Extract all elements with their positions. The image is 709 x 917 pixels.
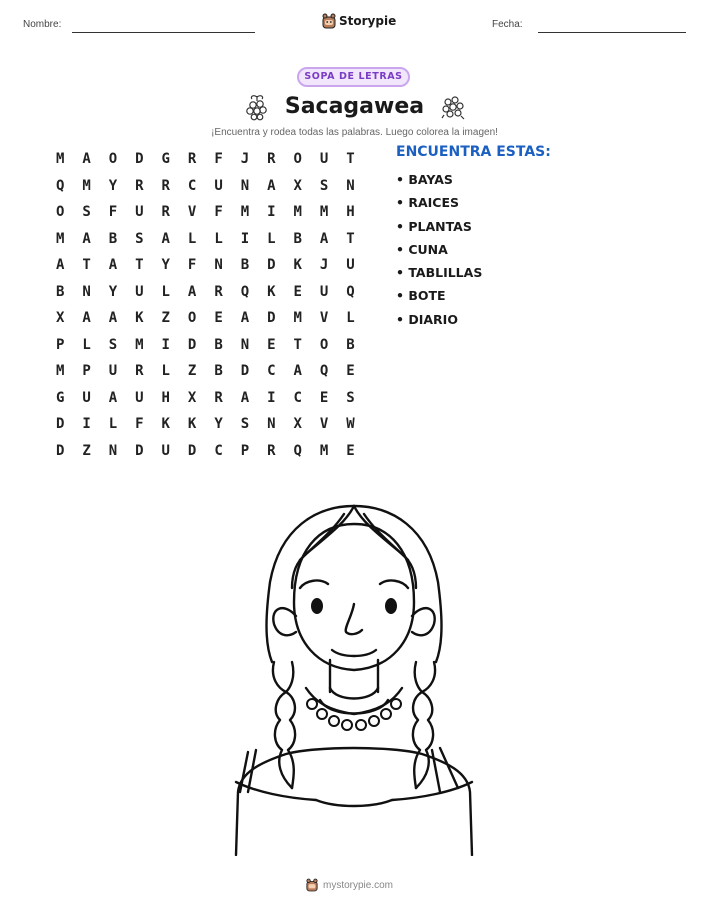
word-list-item: • RAICES: [396, 195, 460, 211]
grid-row: [47, 173, 364, 200]
grid-letter[interactable]: T: [293, 336, 302, 353]
grid-letter[interactable]: E: [214, 310, 223, 327]
grid-row: [47, 305, 364, 332]
grid-row: [47, 199, 364, 226]
grid-letter[interactable]: I: [161, 336, 170, 353]
grid-row: [47, 146, 364, 173]
grid-letter[interactable]: E: [319, 389, 329, 406]
grid-letter[interactable]: E: [346, 363, 355, 380]
grid-letter[interactable]: U: [161, 442, 170, 459]
grid-letter[interactable]: V: [319, 310, 329, 327]
grid-letter[interactable]: U: [82, 389, 91, 406]
grid-letter[interactable]: H: [161, 389, 170, 406]
grid-letter[interactable]: R: [214, 389, 223, 406]
grid-letter[interactable]: N: [240, 336, 250, 353]
grid-letter[interactable]: G: [55, 389, 65, 406]
grid-letter[interactable]: V: [319, 416, 329, 433]
grid-letter[interactable]: M: [240, 204, 250, 221]
storypie-logo-icon: [322, 13, 336, 29]
grid-letter[interactable]: R: [161, 177, 170, 194]
page-title: Sacagawea: [284, 94, 425, 119]
grid-row: [47, 279, 364, 306]
activity-badge: SOPA DE LETRAS: [297, 67, 410, 87]
grid-letter[interactable]: A: [319, 230, 329, 247]
grid-letter[interactable]: O: [187, 310, 197, 327]
grid-letter[interactable]: X: [55, 310, 65, 327]
word-list-item: • TABLILLAS: [396, 265, 483, 281]
grid-letter[interactable]: K: [293, 257, 302, 274]
grid-letter[interactable]: R: [267, 442, 276, 459]
grid-letter[interactable]: M: [293, 204, 302, 221]
sacagawea-coloring-illustration: [226, 492, 482, 856]
grid-letter[interactable]: M: [319, 442, 329, 459]
grid-letter[interactable]: T: [82, 257, 91, 274]
grid-letter[interactable]: Q: [319, 363, 329, 380]
grid-letter[interactable]: A: [82, 310, 91, 327]
storypie-logo-icon: [306, 878, 318, 892]
grid-letter[interactable]: P: [82, 363, 91, 380]
grid-letter[interactable]: Y: [108, 177, 118, 194]
grid-row: [47, 226, 364, 253]
grid-letter[interactable]: M: [319, 204, 329, 221]
grid-letter[interactable]: F: [108, 204, 118, 221]
grid-letter[interactable]: A: [267, 177, 276, 194]
grid-letter[interactable]: Z: [82, 442, 91, 459]
grid-letter[interactable]: F: [214, 204, 223, 221]
grid-letter[interactable]: L: [214, 230, 223, 247]
grid-letter[interactable]: T: [135, 257, 144, 274]
grid-letter[interactable]: Q: [240, 283, 250, 300]
grid-letter[interactable]: T: [346, 151, 355, 168]
grid-letter[interactable]: R: [267, 151, 276, 168]
footer-url[interactable]: mystorypie.com: [323, 879, 394, 891]
word-list-item: • CUNA: [396, 241, 448, 257]
grid-letter[interactable]: M: [55, 230, 65, 247]
grid-letter[interactable]: F: [187, 257, 197, 274]
grid-letter[interactable]: F: [135, 416, 144, 433]
grid-letter[interactable]: Y: [161, 257, 170, 274]
grid-letter[interactable]: B: [214, 363, 223, 380]
grid-letter[interactable]: B: [108, 230, 118, 247]
grid-letter[interactable]: L: [267, 230, 276, 247]
grid-letter[interactable]: S: [319, 177, 329, 194]
grid-letter[interactable]: O: [319, 336, 329, 353]
grid-letter[interactable]: A: [82, 151, 91, 168]
grid-letter[interactable]: D: [187, 442, 197, 459]
grid-letter[interactable]: D: [267, 310, 276, 327]
grid-letter[interactable]: S: [108, 336, 118, 353]
grid-letter[interactable]: J: [319, 257, 329, 274]
grid-letter[interactable]: N: [240, 177, 250, 194]
footer: [306, 878, 393, 892]
grid-letter[interactable]: Q: [346, 283, 355, 300]
word-search-grid: [47, 146, 364, 464]
grid-letter[interactable]: K: [135, 310, 144, 327]
grid-letter[interactable]: C: [214, 442, 223, 459]
grid-letter[interactable]: P: [55, 336, 65, 353]
grid-row: [47, 252, 364, 279]
grid-letter[interactable]: B: [346, 336, 355, 353]
grid-letter[interactable]: U: [108, 363, 118, 380]
grid-letter[interactable]: I: [82, 416, 91, 433]
name-line: [72, 32, 255, 33]
grid-letter[interactable]: L: [187, 230, 197, 247]
grid-letter[interactable]: M: [293, 310, 302, 327]
grid-letter[interactable]: M: [82, 177, 91, 194]
instruction-text: ¡Encuentra y rodea todas las palabras. Luego colorea la imagen!: [211, 127, 498, 138]
grid-letter[interactable]: S: [240, 416, 250, 433]
grid-letter[interactable]: U: [214, 177, 223, 194]
grid-letter[interactable]: U: [135, 204, 144, 221]
grid-letter[interactable]: L: [161, 363, 170, 380]
word-list-item: • BOTE: [396, 288, 446, 304]
grid-letter[interactable]: A: [293, 363, 302, 380]
grid-letter[interactable]: Q: [293, 442, 302, 459]
brand: [322, 13, 396, 29]
grid-letter[interactable]: I: [240, 230, 250, 247]
grid-letter[interactable]: U: [346, 257, 355, 274]
grid-letter[interactable]: B: [55, 283, 65, 300]
grid-letter[interactable]: T: [346, 230, 355, 247]
grid-letter[interactable]: L: [108, 416, 118, 433]
grid-letter[interactable]: L: [82, 336, 91, 353]
grid-letter[interactable]: A: [240, 389, 250, 406]
grid-letter[interactable]: O: [108, 151, 118, 168]
grid-letter[interactable]: V: [187, 204, 197, 221]
grid-letter[interactable]: A: [187, 283, 197, 300]
grid-letter[interactable]: K: [267, 283, 276, 300]
grid-letter[interactable]: N: [214, 257, 223, 274]
grid-row: [47, 385, 364, 412]
grid-letter[interactable]: M: [55, 363, 65, 380]
grid-letter[interactable]: X: [293, 177, 302, 194]
grid-letter[interactable]: Q: [55, 177, 65, 194]
grid-letter[interactable]: C: [293, 389, 302, 406]
grid-letter[interactable]: Z: [187, 363, 197, 380]
grid-letter[interactable]: O: [55, 204, 65, 221]
grid-letter[interactable]: O: [293, 151, 302, 168]
grid-letter[interactable]: N: [346, 177, 355, 194]
grid-letter[interactable]: B: [240, 257, 250, 274]
flower-cluster-icon: [439, 93, 467, 121]
grid-letter[interactable]: Y: [108, 283, 118, 300]
grid-letter[interactable]: M: [135, 336, 144, 353]
grid-row: [47, 332, 364, 359]
grid-letter[interactable]: X: [187, 389, 197, 406]
grid-letter[interactable]: B: [214, 336, 223, 353]
grid-letter[interactable]: E: [346, 442, 355, 459]
grid-row: [47, 411, 364, 438]
grid-letter[interactable]: K: [161, 416, 170, 433]
grid-letter[interactable]: R: [135, 177, 144, 194]
grid-letter[interactable]: J: [240, 151, 250, 168]
grid-letter[interactable]: L: [346, 310, 355, 327]
grid-letter[interactable]: S: [82, 204, 91, 221]
grid-letter[interactable]: R: [161, 204, 170, 221]
grid-letter[interactable]: P: [240, 442, 250, 459]
grid-letter[interactable]: W: [346, 416, 355, 433]
grid-letter[interactable]: C: [187, 177, 197, 194]
word-list: [396, 171, 482, 334]
grid-letter[interactable]: D: [267, 257, 276, 274]
grid-letter[interactable]: E: [293, 283, 302, 300]
grid-letter[interactable]: U: [135, 283, 144, 300]
grid-letter[interactable]: S: [135, 230, 144, 247]
grid-letter[interactable]: X: [293, 416, 302, 433]
grid-letter[interactable]: I: [267, 389, 276, 406]
grid-letter[interactable]: Y: [214, 416, 223, 433]
date-label: Fecha:: [492, 19, 523, 30]
grid-letter[interactable]: D: [55, 416, 65, 433]
grid-letter[interactable]: L: [161, 283, 170, 300]
grid-letter[interactable]: N: [82, 283, 91, 300]
word-list-item: • PLANTAS: [396, 218, 472, 234]
grid-row: [47, 438, 364, 465]
grid-letter[interactable]: D: [240, 363, 250, 380]
grid-letter[interactable]: N: [267, 416, 276, 433]
grid-letter[interactable]: A: [240, 310, 250, 327]
grid-letter[interactable]: R: [135, 363, 144, 380]
grid-letter[interactable]: R: [214, 283, 223, 300]
grid-letter[interactable]: A: [108, 257, 118, 274]
grid-letter[interactable]: A: [82, 230, 91, 247]
grid-letter[interactable]: U: [135, 389, 144, 406]
grid-letter[interactable]: U: [319, 151, 329, 168]
grid-letter[interactable]: D: [135, 151, 144, 168]
grid-letter[interactable]: K: [187, 416, 197, 433]
grid-letter[interactable]: D: [55, 442, 65, 459]
grid-letter[interactable]: B: [293, 230, 302, 247]
grid-letter[interactable]: S: [346, 389, 355, 406]
grid-letter[interactable]: E: [267, 336, 276, 353]
grid-letter[interactable]: N: [108, 442, 118, 459]
grid-letter[interactable]: R: [187, 151, 197, 168]
grid-letter[interactable]: D: [187, 336, 197, 353]
grid-letter[interactable]: G: [161, 151, 170, 168]
grid-letter[interactable]: C: [267, 363, 276, 380]
grid-letter[interactable]: I: [267, 204, 276, 221]
word-list-title: ENCUENTRA ESTAS:: [396, 144, 551, 160]
date-line: [538, 32, 686, 33]
grid-letter[interactable]: A: [55, 257, 65, 274]
brand-name: Storypie: [339, 14, 397, 28]
grid-letter[interactable]: A: [161, 230, 170, 247]
grid-letter[interactable]: D: [135, 442, 144, 459]
grid-letter[interactable]: U: [319, 283, 329, 300]
word-list-item: • DIARIO: [396, 311, 458, 327]
grid-letter[interactable]: F: [214, 151, 223, 168]
name-label: Nombre:: [23, 19, 62, 30]
grid-letter[interactable]: A: [108, 310, 118, 327]
grid-letter[interactable]: Z: [161, 310, 170, 327]
grid-letter[interactable]: H: [346, 204, 355, 221]
grid-letter[interactable]: A: [108, 389, 118, 406]
word-list-item: • BAYAS: [396, 172, 453, 187]
grid-row: [47, 358, 364, 385]
grid-letter[interactable]: M: [55, 151, 65, 168]
